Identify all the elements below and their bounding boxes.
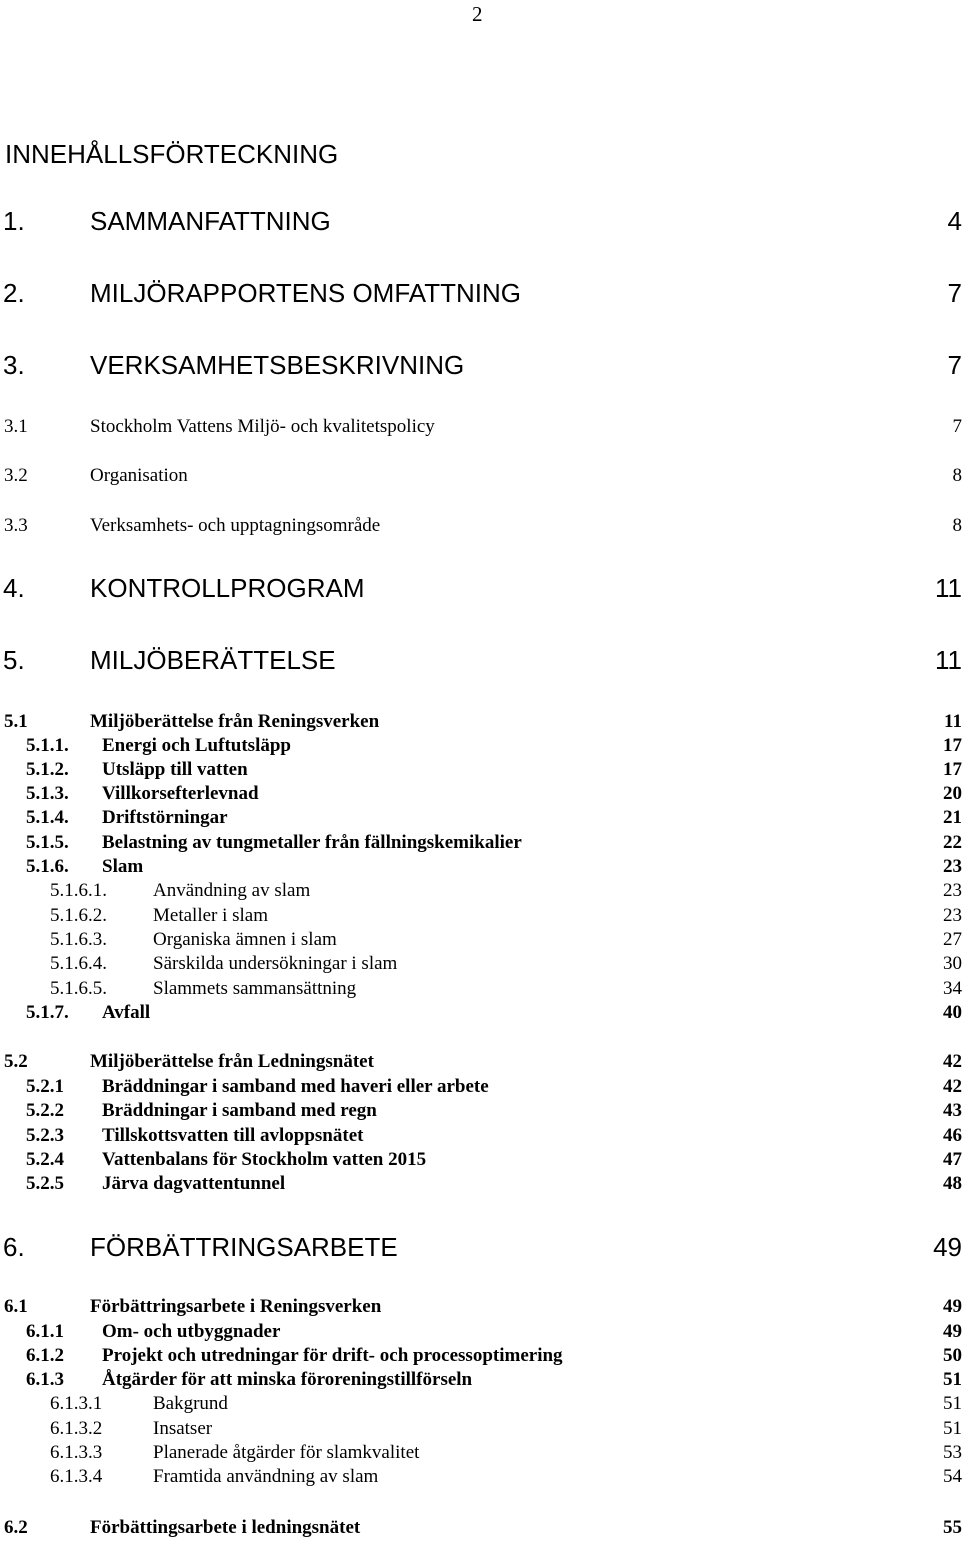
toc-entry-title: Förbättringsarbete i Reningsverken <box>90 1297 381 1316</box>
toc-entry-title: Slammets sammansättning <box>153 979 356 998</box>
toc-entry-title: Bakgrund <box>153 1394 228 1413</box>
toc-entry-page: 30 <box>943 954 962 973</box>
toc-entry-number: 5.2.4 <box>26 1150 64 1169</box>
toc-entry-number: 5.1.4. <box>26 808 69 827</box>
toc-entry-page: 7 <box>948 352 962 378</box>
toc-entry-number: 5.1.7. <box>26 1003 69 1022</box>
toc-entry-page: 55 <box>943 1518 962 1537</box>
toc-entry-number: 6.1.3.3 <box>50 1443 102 1462</box>
toc-entry-number: 6.1.3.4 <box>50 1467 102 1486</box>
toc-entry-title: Organiska ämnen i slam <box>153 930 337 949</box>
toc-entry-page: 27 <box>943 930 962 949</box>
toc-entry-title: Driftstörningar <box>102 808 228 827</box>
toc-entry-page: 7 <box>953 417 962 436</box>
toc-entry-number: 5.1.6.1. <box>50 881 107 900</box>
toc-entry-page: 48 <box>943 1174 962 1193</box>
toc-entry-page: 11 <box>935 647 962 673</box>
toc-entry-title: Organisation <box>90 466 188 485</box>
toc-entry-title: Belastning av tungmetaller från fällningskemikalier <box>102 833 522 852</box>
toc-entry-number: 6.1.3.1 <box>50 1394 102 1413</box>
toc-entry-title: Verksamhets- och upptagningsområde <box>90 516 380 535</box>
page-number: 2 <box>472 2 483 27</box>
toc-entry-page: 49 <box>943 1297 962 1316</box>
toc-entry-page: 17 <box>943 760 962 779</box>
toc-entry-title: Projekt och utredningar för drift- och processoptimering <box>102 1346 563 1365</box>
toc-entry-title: VERKSAMHETSBESKRIVNING <box>90 352 464 378</box>
toc-entry-number: 6.1.3 <box>26 1370 64 1389</box>
toc-entry-number: 3.2 <box>4 466 28 485</box>
toc-entry-page: 42 <box>943 1052 962 1071</box>
toc-entry-page: 51 <box>943 1419 962 1438</box>
toc-entry-title: Miljöberättelse från Reningsverken <box>90 712 379 731</box>
toc-entry-page: 7 <box>948 280 962 306</box>
toc-entry-title: Villkorsefterlevnad <box>102 784 259 803</box>
toc-entry-page: 47 <box>943 1150 962 1169</box>
toc-entry-title: Insatser <box>153 1419 212 1438</box>
toc-entry-page: 17 <box>943 736 962 755</box>
toc-entry-page: 8 <box>953 516 962 535</box>
toc-entry-forbattringsarbete[interactable] <box>0 1234 962 1264</box>
toc-entry-title: Tillskottsvatten till avloppsnätet <box>102 1126 363 1145</box>
toc-entry-page: 21 <box>943 808 962 827</box>
toc-entry-page: 40 <box>943 1003 962 1022</box>
toc-entry-title: Avfall <box>102 1003 150 1022</box>
toc-entry-number: 6.1.3.2 <box>50 1419 102 1438</box>
toc-title: INNEHÅLLSFÖRTECKNING <box>5 139 338 170</box>
toc-entry-page: 22 <box>943 833 962 852</box>
toc-entry-number: 5. <box>3 647 25 673</box>
toc-entry-number: 5.1.6.5. <box>50 979 107 998</box>
toc-entry-page: 11 <box>944 712 962 731</box>
toc-entry-page: 8 <box>953 466 962 485</box>
toc-entry-title: Metaller i slam <box>153 906 268 925</box>
toc-entry-title: MILJÖRAPPORTENS OMFATTNING <box>90 280 521 306</box>
toc-entry-page: 43 <box>943 1101 962 1120</box>
toc-entry-title: Vattenbalans för Stockholm vatten 2015 <box>102 1150 426 1169</box>
toc-entry-number: 5.2.1 <box>26 1077 64 1096</box>
toc-entry-page: 23 <box>943 906 962 925</box>
toc-entry-number: 3.3 <box>4 516 28 535</box>
toc-entry-title: Framtida användning av slam <box>153 1467 378 1486</box>
toc-entry-page: 34 <box>943 979 962 998</box>
toc-entry-number: 5.1 <box>4 712 28 731</box>
toc-entry-number: 6.1.1 <box>26 1322 64 1341</box>
toc-entry-organisation[interactable] <box>0 459 962 489</box>
toc-entry-number: 5.1.6.2. <box>50 906 107 925</box>
toc-entry-number: 5.1.6. <box>26 857 69 876</box>
toc-entry-sammanfattning[interactable] <box>0 208 962 238</box>
toc-entry-number: 5.2.5 <box>26 1174 64 1193</box>
toc-entry-title: Bräddningar i samband med haveri eller arbete <box>102 1077 489 1096</box>
toc-entry-title: Miljöberättelse från Ledningsnätet <box>90 1052 374 1071</box>
toc-entry-title: Bräddningar i samband med regn <box>102 1101 377 1120</box>
toc-entry-miljo-kvalitetspolicy[interactable] <box>0 410 962 440</box>
toc-entry-number: 3.1 <box>4 417 28 436</box>
toc-entry-title: Särskilda undersökningar i slam <box>153 954 397 973</box>
toc-entry-page: 11 <box>935 575 962 601</box>
toc-entry-jarva-dagvattentunnel[interactable] <box>0 1167 962 1197</box>
toc-entry-number: 6.1.2 <box>26 1346 64 1365</box>
toc-entry-page: 51 <box>943 1394 962 1413</box>
toc-entry-page: 49 <box>943 1322 962 1341</box>
toc-entry-number: 3. <box>3 352 25 378</box>
toc-entry-page: 42 <box>943 1077 962 1096</box>
toc-entry-forbattingsarbete-ledningsnatet[interactable] <box>0 1511 962 1541</box>
toc-entry-page: 4 <box>948 208 962 234</box>
toc-entry-number: 6.1 <box>4 1297 28 1316</box>
toc-entry-title: KONTROLLPROGRAM <box>90 575 365 601</box>
toc-entry-number: 5.2.3 <box>26 1126 64 1145</box>
toc-entry-number: 1. <box>3 208 25 234</box>
toc-entry-framtida-anvandning[interactable] <box>0 1460 962 1490</box>
toc-entry-number: 5.1.6.4. <box>50 954 107 973</box>
toc-entry-page: 46 <box>943 1126 962 1145</box>
toc-entry-page: 49 <box>933 1234 962 1260</box>
toc-entry-number: 6. <box>3 1234 25 1260</box>
toc-entry-title: Stockholm Vattens Miljö- och kvalitetspolicy <box>90 417 435 436</box>
toc-entry-verksamhetsbeskrivning[interactable] <box>0 352 962 382</box>
toc-entry-number: 5.1.1. <box>26 736 69 755</box>
toc-entry-title: Planerade åtgärder för slamkvalitet <box>153 1443 419 1462</box>
toc-entry-number: 5.2.2 <box>26 1101 64 1120</box>
toc-entry-kontrollprogram[interactable] <box>0 575 962 605</box>
toc-entry-miljoberattelse[interactable] <box>0 647 962 677</box>
toc-entry-number: 5.1.6.3. <box>50 930 107 949</box>
toc-entry-title: Åtgärder för att minska föroreningstillförseln <box>102 1370 472 1389</box>
toc-entry-title: Utsläpp till vatten <box>102 760 248 779</box>
toc-entry-number: 5.2 <box>4 1052 28 1071</box>
toc-entry-title: Energi och Luftutsläpp <box>102 736 291 755</box>
toc-entry-number: 6.2 <box>4 1518 28 1537</box>
toc-entry-title: Järva dagvattentunnel <box>102 1174 285 1193</box>
toc-entry-number: 2. <box>3 280 25 306</box>
toc-entry-page: 50 <box>943 1346 962 1365</box>
toc-entry-page: 23 <box>943 857 962 876</box>
toc-entry-title: FÖRBÄTTRINGSARBETE <box>90 1234 398 1260</box>
toc-entry-number: 4. <box>3 575 25 601</box>
toc-entry-page: 20 <box>943 784 962 803</box>
toc-entry-page: 23 <box>943 881 962 900</box>
toc-entry-number: 5.1.5. <box>26 833 69 852</box>
toc-entry-avfall[interactable] <box>0 996 962 1026</box>
toc-entry-page: 53 <box>943 1443 962 1462</box>
toc-entry-title: MILJÖBERÄTTELSE <box>90 647 336 673</box>
toc-entry-title: Förbättingsarbete i ledningsnätet <box>90 1518 360 1537</box>
toc-entry-page: 51 <box>943 1370 962 1389</box>
toc-entry-page: 54 <box>943 1467 962 1486</box>
toc-entry-title: Om- och utbyggnader <box>102 1322 280 1341</box>
toc-entry-upptagningsomrade[interactable] <box>0 509 962 539</box>
toc-entry-title: SAMMANFATTNING <box>90 208 331 234</box>
toc-entry-title: Användning av slam <box>153 881 310 900</box>
toc-entry-title: Slam <box>102 857 143 876</box>
toc-entry-number: 5.1.3. <box>26 784 69 803</box>
toc-entry-miljorapportens-omfattning[interactable] <box>0 280 962 310</box>
toc-entry-number: 5.1.2. <box>26 760 69 779</box>
